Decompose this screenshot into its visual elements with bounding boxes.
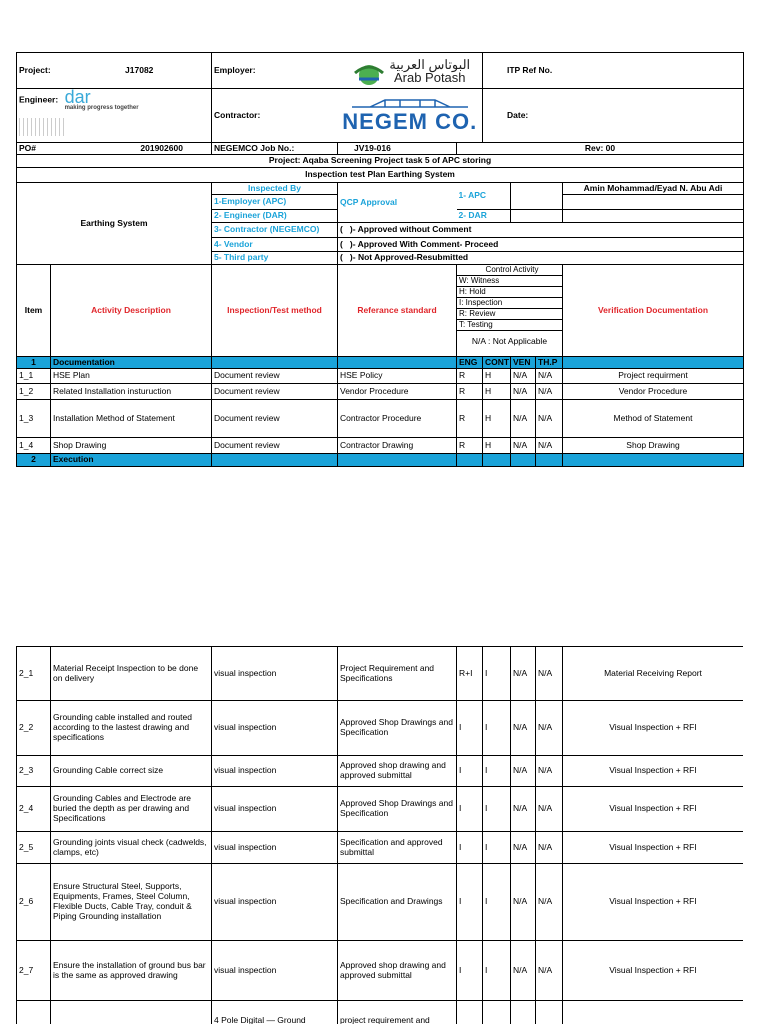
itp-sheet-bottom xyxy=(16,646,743,1024)
row-activity xyxy=(51,1001,212,1024)
dar-logo-text: dar xyxy=(64,88,91,107)
party-5: 5- Third party xyxy=(212,251,338,264)
section-2-number: 2 xyxy=(17,453,51,466)
po-label: PO# xyxy=(19,142,37,153)
row-standard: Project Requirement and Specifications xyxy=(338,647,457,701)
project-title: Project: Aqaba Screening Project task 5 of APC storing xyxy=(17,154,744,167)
contractor-logo xyxy=(338,89,483,143)
section-2-title: Execution xyxy=(51,453,212,466)
row-cont: I xyxy=(483,647,511,701)
row-ven: N/A xyxy=(511,383,536,399)
dar-logo xyxy=(65,89,139,112)
row-cont: I xyxy=(483,756,511,787)
na-note: N/A : Not Applicable xyxy=(471,335,548,346)
row-eng: I xyxy=(457,701,483,756)
row-item: 1_4 xyxy=(17,437,51,453)
dar-tagline: making progress together xyxy=(64,105,139,111)
row-ven: N/A xyxy=(511,941,536,1001)
row-ven: N/A xyxy=(511,368,536,383)
row-thp: N/A xyxy=(536,383,563,399)
row-standard: HSE Policy xyxy=(338,368,457,383)
row-ven: N/A xyxy=(511,437,536,453)
row-standard: Contractor Procedure xyxy=(338,399,457,437)
party-1: 1-Employer (APC) xyxy=(212,194,338,209)
row-method: visual inspection xyxy=(212,941,338,1001)
row-activity: Grounding Cables and Electrode are buried the depth as per drawing and Specifications xyxy=(51,787,212,832)
project-value: J17082 xyxy=(125,64,154,75)
section-2-blank-eng xyxy=(457,453,483,466)
po-value: 201902600 xyxy=(140,142,183,153)
approval-option-3: ( )- Not Approved-Resubmitted xyxy=(338,251,744,264)
row-thp: N/A xyxy=(536,701,563,756)
row-thp: N/A xyxy=(536,647,563,701)
contractor-label: Contractor: xyxy=(212,89,338,143)
row-thp: N/A xyxy=(536,399,563,437)
system-name: Earthing System xyxy=(17,182,212,264)
employer-logo xyxy=(338,53,483,89)
row-thp: N/A xyxy=(536,787,563,832)
row-eng: I xyxy=(457,941,483,1001)
row-doc: Visual Inspection + RFI xyxy=(563,941,744,1001)
qcp-apc: 1- APC xyxy=(457,182,511,209)
col-eng: ENG xyxy=(457,356,483,368)
party-4: 4- Vendor xyxy=(212,237,338,251)
row-method: visual inspection xyxy=(212,701,338,756)
qcp-approval-label: QCP Approval xyxy=(338,182,457,222)
row-cont: I xyxy=(483,787,511,832)
section-2-blank-cont xyxy=(483,453,511,466)
row-standard: Approved Shop Drawings and Specification xyxy=(338,701,457,756)
row-item: 2_7 xyxy=(17,941,51,1001)
dar-pattern-icon xyxy=(19,112,89,142)
table-row xyxy=(17,383,744,399)
row-thp: N/A xyxy=(536,437,563,453)
employer-logo-arabic: البوتاس العربية xyxy=(389,56,471,72)
section-2-blank-thp xyxy=(536,453,563,466)
table-row xyxy=(17,832,744,864)
project-label: Project: xyxy=(19,64,51,75)
table-row xyxy=(17,756,744,787)
col-thp: TH.P xyxy=(536,356,563,368)
party-2: 2- Engineer (DAR) xyxy=(212,209,338,222)
row-standard: Approved shop drawing and approved submittal xyxy=(338,941,457,1001)
control-code-r: R: Review xyxy=(457,309,563,320)
col-ven: VEN xyxy=(511,356,536,368)
row-item: 1_2 xyxy=(17,383,51,399)
row-activity: HSE Plan xyxy=(51,368,212,383)
row-standard: project requirement and xyxy=(338,1001,457,1024)
row-activity: Ensure the installation of ground bus bar is the same as approved drawing xyxy=(51,941,212,1001)
section-1-title: Documentation xyxy=(51,356,212,368)
negem-logo-text: NEGEM CO. xyxy=(342,108,478,134)
itp-ref-cell xyxy=(483,53,744,89)
engineer-label: Engineer: xyxy=(19,94,59,105)
row-cont: I xyxy=(483,941,511,1001)
row-eng: R+I xyxy=(457,647,483,701)
col-method: Inspection/Test method xyxy=(212,264,338,356)
qcp-apc-sign xyxy=(511,182,563,209)
party-3: 3- Contractor (NEGEMCO) xyxy=(212,222,338,237)
row-standard: Specification and approved submittal xyxy=(338,832,457,864)
row-activity: Grounding cable installed and routed according to the lastest drawing and specifications xyxy=(51,701,212,756)
section-2-blank-ven xyxy=(511,453,536,466)
table-row xyxy=(17,701,744,756)
qcp-dar-blank xyxy=(563,209,744,222)
approver-names: Amin Mohammad/Eyad N. Abu Adi xyxy=(563,182,744,194)
qcp-dar: 2- DAR xyxy=(457,209,511,222)
row-doc: Material Receiving Report xyxy=(563,647,744,701)
row-eng: I xyxy=(457,756,483,787)
employer-logo-english: Arab Potash xyxy=(393,69,466,85)
row-doc: Visual Inspection + RFI xyxy=(563,701,744,756)
row-activity: Material Receipt Inspection to be done on delivery xyxy=(51,647,212,701)
row-thp: N/A xyxy=(536,864,563,941)
table-row xyxy=(17,864,744,941)
row-doc: Visual Inspection + RFI xyxy=(563,756,744,787)
approver-names-blank xyxy=(563,194,744,209)
row-item: 1_1 xyxy=(17,368,51,383)
control-code-i: I: Inspection xyxy=(457,298,563,309)
row-item: 2_6 xyxy=(17,864,51,941)
negemco-job-value: JV19-016 xyxy=(354,142,391,153)
row-method: Document review xyxy=(212,399,338,437)
col-standard: Referance standard xyxy=(338,264,457,356)
row-thp: N/A xyxy=(536,756,563,787)
section-2-blank-method xyxy=(212,453,338,466)
engineer-cell xyxy=(17,89,212,143)
row-cont: I xyxy=(483,832,511,864)
row-ven: N/A xyxy=(511,787,536,832)
itp-header-table xyxy=(16,52,744,467)
row-doc: Vendor Procedure xyxy=(563,383,744,399)
row-activity: Installation Method of Statement xyxy=(51,399,212,437)
row-cont: H xyxy=(483,437,511,453)
negem-bridge-icon xyxy=(350,98,470,108)
table-row xyxy=(17,1001,744,1024)
qcp-dar-sign xyxy=(511,209,563,222)
row-method: Document review xyxy=(212,383,338,399)
row-standard: Contractor Drawing xyxy=(338,437,457,453)
row-eng: R xyxy=(457,437,483,453)
control-code-h: H: Hold xyxy=(457,287,563,298)
row-doc xyxy=(563,1001,744,1024)
table-row xyxy=(17,941,744,1001)
row-standard: Approved shop drawing and approved submittal xyxy=(338,756,457,787)
row-method: visual inspection xyxy=(212,787,338,832)
control-activity-title: Control Activity xyxy=(457,265,563,276)
po-cell xyxy=(17,142,212,154)
row-method: Document review xyxy=(212,437,338,453)
row-activity: Shop Drawing xyxy=(51,437,212,453)
row-cont: H xyxy=(483,383,511,399)
row-item: 2_2 xyxy=(17,701,51,756)
approval-option-2: ( )- Approved With Comment- Proceed xyxy=(338,237,744,251)
row-eng: I xyxy=(457,864,483,941)
table-row xyxy=(17,647,744,701)
row-item: 2_3 xyxy=(17,756,51,787)
row-standard: Specification and Drawings xyxy=(338,864,457,941)
rev-value: Rev: 00 xyxy=(457,142,744,154)
row-ven: N/A xyxy=(511,756,536,787)
itp-sheet-top xyxy=(16,52,743,467)
section-2-blank-standard xyxy=(338,453,457,466)
negemco-job-label: NEGEMCO Job No.: xyxy=(212,142,338,154)
row-eng: I xyxy=(457,832,483,864)
row-cont: H xyxy=(483,368,511,383)
row-item: 2_1 xyxy=(17,647,51,701)
row-activity: Ensure Structural Steel, Supports, Equipments, Frames, Steel Column, Flexible Ducts, Cable Tray, conduit & Piping Grounding installation xyxy=(51,864,212,941)
row-item: 2_5 xyxy=(17,832,51,864)
section-2-blank-doc xyxy=(563,453,744,466)
row-standard: Approved Shop Drawings and Specification xyxy=(338,787,457,832)
row-activity: Grounding joints visual check (cadwelds, clamps, etc) xyxy=(51,832,212,864)
control-activity-legend xyxy=(457,264,563,356)
row-doc: Method of Statement xyxy=(563,399,744,437)
row-ven xyxy=(511,1001,536,1024)
row-thp xyxy=(536,1001,563,1024)
row-doc: Visual Inspection + RFI xyxy=(563,832,744,864)
row-ven: N/A xyxy=(511,864,536,941)
row-eng xyxy=(457,1001,483,1024)
section-1-blank-doc xyxy=(563,356,744,368)
row-ven: N/A xyxy=(511,701,536,756)
col-verification: Verification Documentation xyxy=(563,264,744,356)
row-eng: R xyxy=(457,399,483,437)
row-doc: Shop Drawing xyxy=(563,437,744,453)
control-code-w: W: Witness xyxy=(457,276,563,287)
section-1-blank-method xyxy=(212,356,338,368)
arab-potash-emblem-icon xyxy=(349,57,389,85)
row-eng: R xyxy=(457,383,483,399)
table-row xyxy=(17,399,744,437)
row-eng: R xyxy=(457,368,483,383)
row-thp: N/A xyxy=(536,832,563,864)
row-thp: N/A xyxy=(536,941,563,1001)
row-doc: Visual Inspection + RFI xyxy=(563,787,744,832)
project-cell xyxy=(17,53,212,89)
date-label-cell xyxy=(483,89,744,143)
row-cont: H xyxy=(483,399,511,437)
row-method: 4 Pole Digital — Ground xyxy=(212,1001,338,1024)
row-item: 2_4 xyxy=(17,787,51,832)
table-row xyxy=(17,368,744,383)
row-method: visual inspection xyxy=(212,832,338,864)
row-ven: N/A xyxy=(511,647,536,701)
row-doc: Project requirment xyxy=(563,368,744,383)
row-thp: N/A xyxy=(536,368,563,383)
row-method: visual inspection xyxy=(212,864,338,941)
col-activity: Activity Description xyxy=(51,264,212,356)
row-activity: Related Installation insturuction xyxy=(51,383,212,399)
inspected-by-label: Inspected By xyxy=(212,182,338,194)
row-ven: N/A xyxy=(511,832,536,864)
table-row xyxy=(17,437,744,453)
row-method: visual inspection xyxy=(212,647,338,701)
itp-ref-label: ITP Ref No. xyxy=(507,64,553,75)
row-cont: I xyxy=(483,864,511,941)
control-code-t: T: Testing xyxy=(457,320,563,331)
row-method: Document review xyxy=(212,368,338,383)
employer-label: Employer: xyxy=(212,53,338,89)
row-activity: Grounding Cable correct size xyxy=(51,756,212,787)
table-row xyxy=(17,787,744,832)
section-1-blank-standard xyxy=(338,356,457,368)
col-item: Item xyxy=(17,264,51,356)
date-label: Date: xyxy=(507,109,529,120)
approval-option-1: ( )- Approved without Comment xyxy=(338,222,744,237)
plan-title: Inspection test Plan Earthing System xyxy=(17,167,744,182)
row-item: 1_3 xyxy=(17,399,51,437)
section-1-number: 1 xyxy=(17,356,51,368)
row-ven: N/A xyxy=(511,399,536,437)
row-eng: I xyxy=(457,787,483,832)
row-item xyxy=(17,1001,51,1024)
row-standard: Vendor Procedure xyxy=(338,383,457,399)
row-cont: I xyxy=(483,701,511,756)
negemco-job-cell xyxy=(338,142,457,154)
row-method: visual inspection xyxy=(212,756,338,787)
row-doc: Visual Inspection + RFI xyxy=(563,864,744,941)
col-cont: CONT xyxy=(483,356,511,368)
itp-execution-table xyxy=(16,646,743,1024)
row-cont xyxy=(483,1001,511,1024)
